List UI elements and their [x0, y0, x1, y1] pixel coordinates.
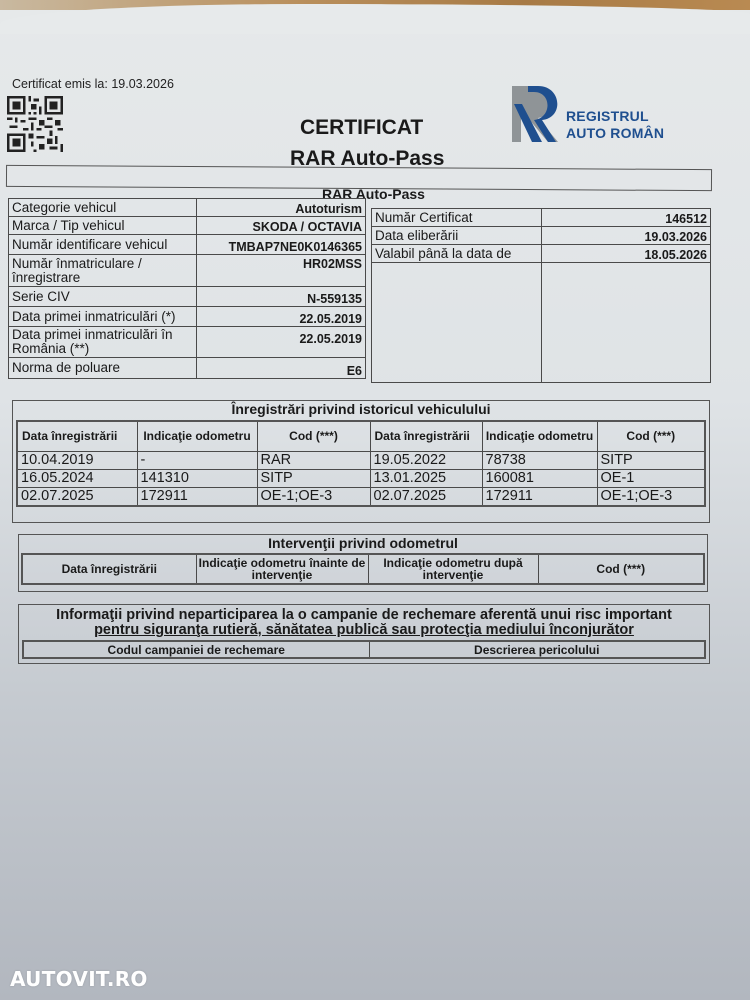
column-header: Data înregistrării [370, 421, 482, 451]
cell-odometer: 160081 [482, 469, 597, 487]
row-value: TMBAP7NE0K0146365 [197, 235, 366, 255]
row-value: E6 [197, 358, 366, 379]
table-header-row [22, 554, 704, 584]
history-section [12, 400, 710, 523]
interventions-table [21, 553, 705, 585]
row-label: Data primei inmatriculări (*) [9, 307, 197, 327]
row-value: 22.05.2019 [197, 307, 366, 327]
table-row [9, 358, 366, 379]
recall-title [19, 605, 709, 638]
recall-table [22, 640, 706, 659]
cell-odometer: 78738 [482, 451, 597, 469]
row-label: Serie CIV [9, 287, 197, 307]
row-label: Categorie vehicul [9, 199, 197, 217]
row-value: 18.05.2026 [542, 245, 711, 263]
cell-code: OE-1;OE-3 [257, 487, 370, 506]
cell-odometer: 141310 [137, 469, 257, 487]
column-header: Indicaţie odometru înainte de intervenţie [196, 554, 368, 584]
row-value: N-559135 [197, 287, 366, 307]
cell-code: SITP [597, 451, 705, 469]
row-value: 22.05.2019 [197, 327, 366, 358]
empty-cell [542, 263, 711, 383]
odometer-interventions-section [18, 534, 708, 592]
table-row [9, 199, 366, 217]
cell-date: 02.07.2025 [370, 487, 482, 506]
recall-title-line-1: Informaţii privind neparticiparea la o campanie de rechemare aferentă unui risc important [56, 607, 672, 623]
row-label: Data eliberării [372, 227, 542, 245]
table-row [372, 227, 711, 245]
document-title: CERTIFICAT [300, 116, 424, 139]
section-title: RAR Auto-Pass [322, 186, 425, 202]
table-row [17, 487, 705, 506]
cell-odometer: 172911 [137, 487, 257, 506]
empty-cell [372, 263, 542, 383]
recall-campaign-section [18, 604, 710, 664]
column-header: Cod (***) [257, 421, 370, 451]
logo-line-2: AUTO ROMÂN [566, 125, 665, 141]
column-header: Indicaţie odometru [137, 421, 257, 451]
table-row [372, 245, 711, 263]
cell-date: 16.05.2024 [17, 469, 137, 487]
column-header: Indicaţie odometru [482, 421, 597, 451]
cell-code: SITP [257, 469, 370, 487]
table-row [372, 209, 711, 227]
history-title: Înregistrări privind istoricul vehiculului [231, 401, 491, 417]
table-header-row [23, 641, 705, 658]
row-label: Marca / Tip vehicul [9, 217, 197, 235]
column-header: Descrierea pericolului [369, 641, 705, 658]
table-header-row [17, 421, 705, 451]
row-label: Valabil până la data de [372, 245, 542, 263]
logo-line-1: REGISTRUL [566, 108, 649, 124]
logo-text [566, 108, 664, 142]
vehicle-info-table [8, 198, 366, 379]
cell-code: OE-1;OE-3 [597, 487, 705, 506]
cell-date: 02.07.2025 [17, 487, 137, 506]
table-row [9, 217, 366, 235]
column-header: Data înregistrării [22, 554, 196, 584]
row-label: Număr înmatriculare / înregistrare [9, 255, 197, 287]
cell-date: 10.04.2019 [17, 451, 137, 469]
row-value: Autoturism [197, 199, 366, 217]
cell-code: OE-1 [597, 469, 705, 487]
table-row [9, 287, 366, 307]
row-value: HR02MSS [197, 255, 366, 287]
table-row [17, 469, 705, 487]
column-header: Cod (***) [538, 554, 704, 584]
table-row [9, 307, 366, 327]
row-value: SKODA / OCTAVIA [197, 217, 366, 235]
cell-date: 13.01.2025 [370, 469, 482, 487]
row-value: 19.03.2026 [542, 227, 711, 245]
row-label: Data primei inmatriculări în România (**) [9, 327, 197, 358]
certificate-info-table [371, 208, 711, 383]
column-header: Data înregistrării [17, 421, 137, 451]
column-header: Cod (***) [597, 421, 705, 451]
document-subtitle: RAR Auto-Pass [290, 147, 445, 170]
qr-code-icon [7, 96, 63, 152]
cell-odometer: 172911 [482, 487, 597, 506]
history-table [16, 420, 706, 507]
issued-date: Certificat emis la: 19.03.2026 [12, 77, 174, 91]
row-value: 146512 [542, 209, 711, 227]
column-header: Codul campaniei de rechemare [23, 641, 369, 658]
table-row [17, 451, 705, 469]
cell-odometer: - [137, 451, 257, 469]
row-label: Număr Certificat [372, 209, 542, 227]
table-row-empty [372, 263, 711, 383]
column-header: Indicaţie odometru după intervenţie [368, 554, 538, 584]
cell-date: 19.05.2022 [370, 451, 482, 469]
cell-code: RAR [257, 451, 370, 469]
interventions-title: Intervenţii privind odometrul [268, 535, 458, 551]
autovit-watermark: AUTOVIT.RO [10, 967, 148, 991]
table-row [9, 235, 366, 255]
row-label: Norma de poluare [9, 358, 197, 379]
table-row [9, 327, 366, 358]
recall-title-line-2: pentru siguranţa rutieră, sănătatea publică sau protecţia mediului înconjurător [94, 622, 634, 638]
row-label: Număr identificare vehicul [9, 235, 197, 255]
table-row [9, 255, 366, 287]
